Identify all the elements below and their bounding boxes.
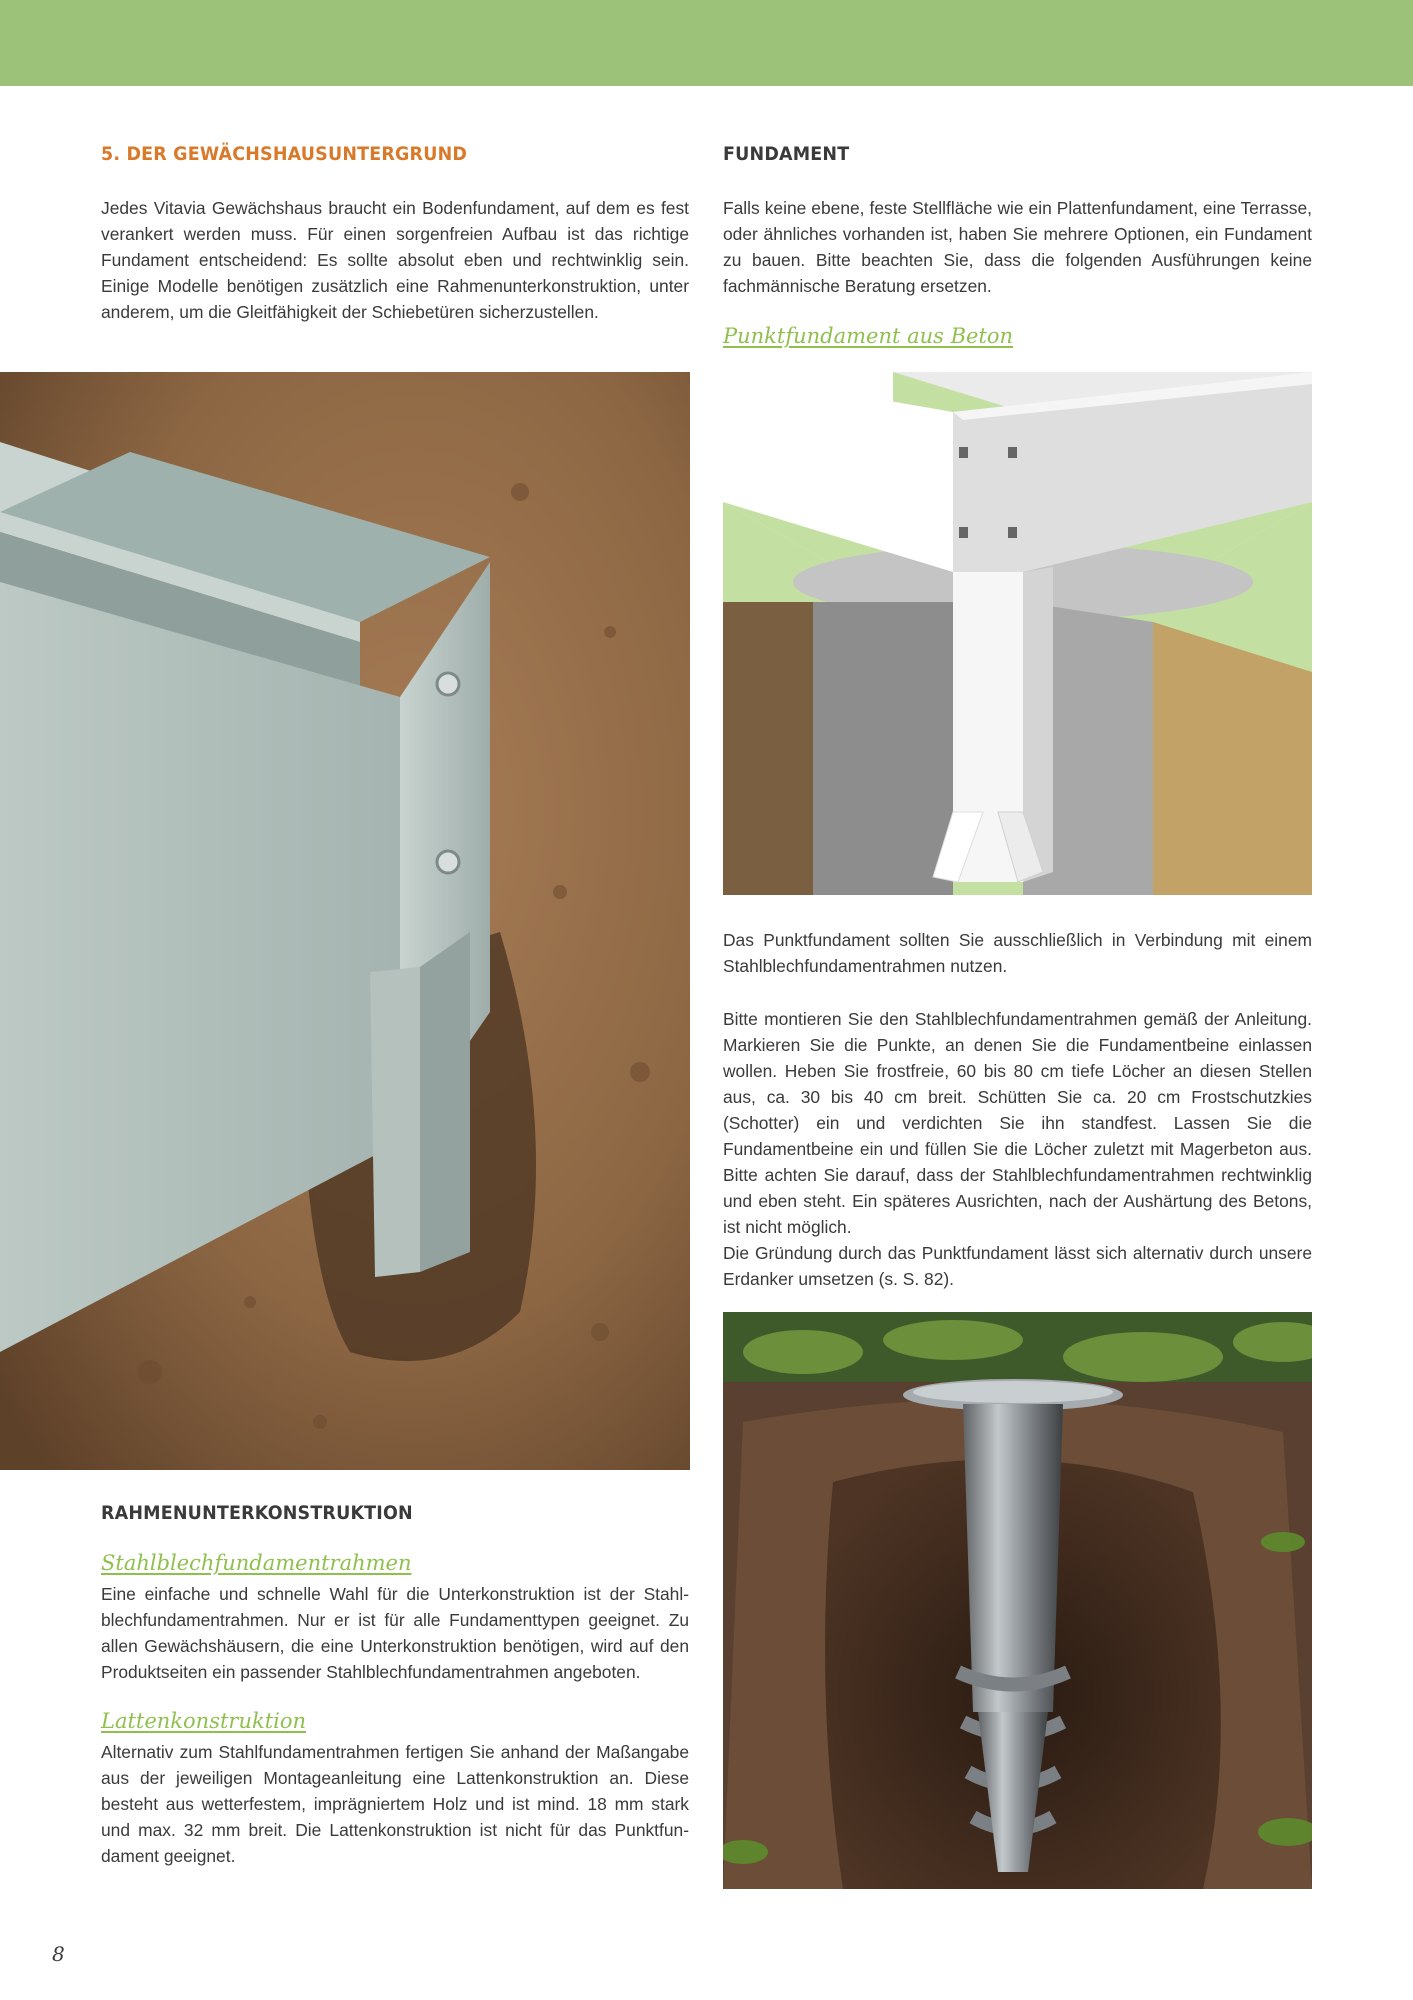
rahmen-title: RAHMENUNTERKONSTRUKTION bbox=[101, 1502, 413, 1524]
rahmen-sub2-title: Lattenkonstruktion bbox=[101, 1709, 307, 1733]
rahmen-sub2-text: Alternativ zum Stahlfundamentrahmen fertigen Sie anhand der Maßangabe aus der jeweiligen Montageanleitung eine Lattenkonstruktion an. Diese besteht aus wetterfestem, imprägniertem Holz und ist mind. 18 mm stark und max. 32 mm breit. Die Lattenkonstruktion ist nicht für das Punktfundament geeignet. bbox=[101, 1742, 689, 1866]
fundament-title: FUNDAMENT bbox=[723, 143, 850, 165]
frame-in-soil-photo bbox=[0, 372, 690, 1470]
erdanker-photo bbox=[723, 1312, 1312, 1889]
rahmen-sub1-text: Eine einfache und schnelle Wahl für die Unterkonstruktion ist der Stahlblechfundamentrahmen. Nur er ist für alle Fundamenttypen geeignet. Zu allen Gewächshäusern, die eine Unterkonstruktion benötigen, wird auf den Produktseiten ein passender Stahlblechfundamentrahmen angeboten. bbox=[101, 1584, 689, 1682]
punktfundament-diagram bbox=[723, 372, 1312, 895]
rahmen-sub1-title: Stahlblechfundamentrahmen bbox=[101, 1551, 412, 1575]
section-intro-text: Jedes Vitavia Gewächshaus braucht ein Bodenfundament, auf dem es fest verankert werden muss. Für einen sorgenfreien Aufbau ist das richtige Fundament entscheidend: Es sollte absolut eben und rechtwinklig sein. Einige Modelle benötigen zusätzlich eine Rahmenunterkonstruktion, unter anderem, um die Gleitfähigkeit der Schiebetüren sicherzustellen. bbox=[101, 198, 689, 322]
section-title: 5. DER GEWÄCHSHAUSUNTERGRUND bbox=[101, 143, 468, 165]
fundament-para-1: Das Punktfundament sollten Sie ausschließlich in Verbindung mit einem Stahlblechfundamentrahmen nutzen. bbox=[723, 930, 1312, 976]
punktfundament-title: Punktfundament aus Beton bbox=[723, 324, 1014, 348]
fundament-intro-text: Falls keine ebene, feste Stellfläche wie ein Plattenfundament, eine Terrasse, oder ähnliches vorhanden ist, haben Sie mehrere Optionen, ein Fundament zu bauen. Bitte beachten Sie, dass die folgenden Ausführungen keine fachmännische Beratung ersetzen. bbox=[723, 198, 1312, 296]
fundament-para-2: Bitte montieren Sie den Stahlblechfundamentrahmen gemäß der Anleitung. Markieren Sie die Punkte, an denen Sie die Fundamentbeine einlassen wollen. Heben Sie frostfreie, 60 bis 80 cm tiefe Löcher an diesen Stellen aus, ca. 30 bis 40 cm breit. Schütten Sie ca. 20 cm Frostschutzkies (Schotter) ein und verdichten Sie ihn standfest. Lassen Sie die Fundamentbeine ein und füllen Sie die Löcher zuletzt mit Magerbeton aus. Bitte achten Sie darauf, dass der Stahlblechfundamentrahmen rechtwinklig und eben steht. Ein späteres Ausrichten, nach der Aushärtung des Betons, ist nicht möglich. bbox=[723, 1009, 1312, 1237]
fundament-para-3: Die Gründung durch das Punktfundament lässt sich alternativ durch unsere Erdanker umsetzen (s. S. 82). bbox=[723, 1243, 1312, 1289]
top-color-bar bbox=[0, 0, 1413, 86]
page-number: 8 bbox=[52, 1942, 65, 1966]
